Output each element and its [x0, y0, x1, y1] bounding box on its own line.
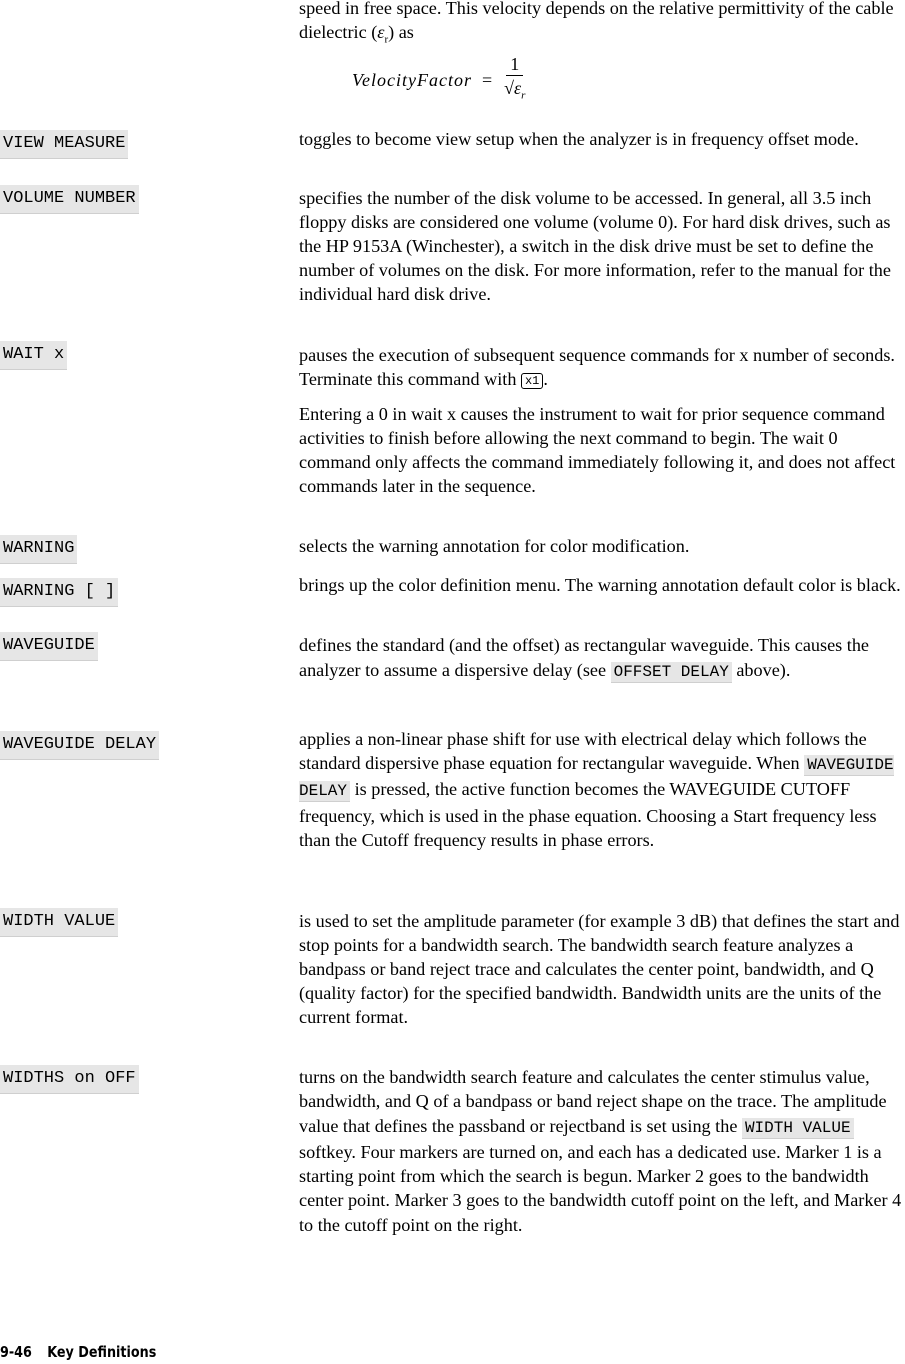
desc-volume-number: specifies the number of the disk volume to be accessed. In general, all 3.5 inch floppy disks are considered one volume (volume 0). For hard disk drives, such as the HP 9153A (Winchester), a switch in the disk drive must be set to define the number of volumes on the disk. For more information, refer to the manual for the individual hard disk drive.	[299, 188, 891, 304]
page-number: 9-46	[0, 1343, 32, 1361]
key-volume-number[interactable]: VOLUME NUMBER	[0, 185, 139, 214]
desc-waveguide: defines the standard (and the offset) as rectangular waveguide. This causes the analyzer to assume a dispersive delay (see OFFSET DELAY above).	[299, 635, 870, 681]
desc-widths-on-off: turns on the bandwidth search feature and calculates the center stimulus value, bandwidth, and Q of a bandpass or band reject shape on the trace. The amplitude value that defines the passband or rejectband is set using the WIDTH VALUE softkey. Four markers are turned on, and each has a dedicated use. Marker 1 is a starting point from which the search is begun. Marker 2 goes to the bandwidth center point. Marker 3 goes to the bandwidth cutoff point on the left, and Marker 4 to the cutoff point on the right.	[299, 1067, 902, 1235]
inline-key-offset-delay[interactable]: OFFSET DELAY	[611, 662, 732, 683]
key-wait-x[interactable]: WAIT x	[0, 341, 67, 370]
formula-numerator: 1	[506, 53, 523, 76]
key-waveguide-delay[interactable]: WAVEGUIDE DELAY	[0, 731, 159, 760]
desc-waveguide-delay: applies a non-linear phase shift for use with electrical delay which follows the standard dispersive phase equation for rectangular waveguide. When WAVEGUIDE DELAY is pressed, the active function becomes the WAVEGUIDE CUTOFF frequency, which is used in the phase equation. Choosing a Start frequency less than the Cutoff frequency results in phase errors.	[299, 729, 894, 850]
desc-view-measure: toggles to become view setup when the analyzer is in frequency offset mode.	[299, 129, 859, 149]
formula-equals: =	[481, 69, 493, 90]
desc-width-value: is used to set the amplitude parameter (for example 3 dB) that defines the start and stop points for a bandwidth search. The bandwidth search feature analyzes a bandpass or band reject trace and calculates the center point, bandwidth, and Q (quality factor) for the specified bandwidth. Bandwidth units are the units of the current format.	[299, 911, 900, 1027]
formula-lhs: VelocityFactor	[352, 69, 472, 90]
desc-wait-x: pauses the execution of subsequent sequence commands for x number of seconds. Terminate this command with x1 .	[299, 345, 895, 389]
desc-warning-color: brings up the color definition menu. The warning annotation default color is black.	[299, 575, 901, 595]
formula-denominator: $√\varepsilon_r$	[504, 77, 526, 102]
formula-fraction	[504, 53, 525, 108]
key-widths-on-off[interactable]: WIDTHS on OFF	[0, 1065, 139, 1094]
velocity-factor-formula	[352, 54, 525, 106]
epsilon-symbol: ε	[377, 22, 385, 42]
inline-key-width-value[interactable]: WIDTH VALUE	[742, 1118, 854, 1139]
key-warning-color[interactable]: WARNING [ ]	[0, 578, 118, 607]
desc-warning: selects the warning annotation for color modification.	[299, 536, 690, 556]
key-warning[interactable]: WARNING	[0, 535, 77, 564]
page-footer	[0, 1343, 156, 1361]
x1-hardkey: x1	[521, 373, 543, 389]
intro-paragraph: speed in free space. This velocity depends on the relative permittivity of the cable dielectric $(\varepsilon_r)$ as	[299, 0, 894, 46]
inline-key-waveguide-delay[interactable]: WAVEGUIDE DELAY	[299, 756, 894, 801]
desc-wait-x-note: Entering a 0 in wait x causes the instrument to wait for prior sequence command activities to finish before allowing the next command to begin. The wait 0 command only affects the command immediately following it, and does not affect commands later in the sequence.	[299, 404, 896, 496]
key-width-value[interactable]: WIDTH VALUE	[0, 908, 118, 937]
key-view-measure[interactable]: VIEW MEASURE	[0, 130, 128, 159]
section-title: Key Definitions	[47, 1343, 157, 1361]
key-waveguide[interactable]: WAVEGUIDE	[0, 632, 98, 661]
